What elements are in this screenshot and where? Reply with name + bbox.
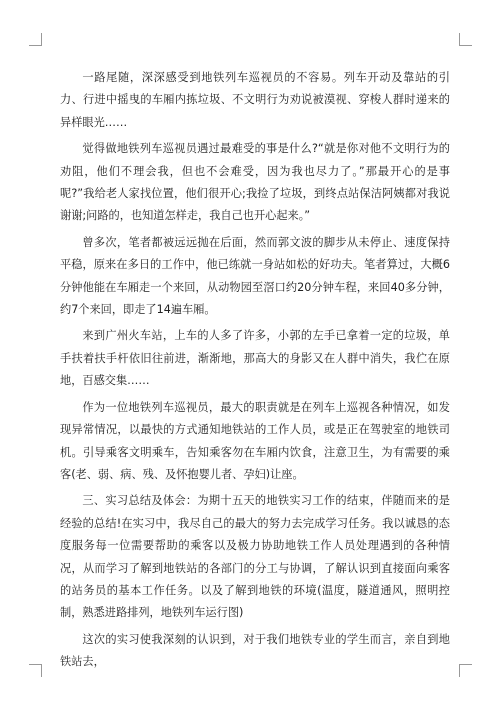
- paragraph: 觉得做地铁列车巡视员遇过最难受的事是什么?“就是你对他不文明行为的劝阻，他们不理会我，但也不会难受，因为我也尽力了。”那最开心的是事呢?”我给老人家找位置，他们很开心;我捡了垃圾，到终点站保洁阿姨都对我说谢谢;问路的，也知道怎样走，我自己也开心起来。”: [60, 142, 450, 223]
- paragraph: 作为一位地铁列车巡视员，最大的职责就是在列车上巡视各种情况，如发现异常情况，以最快的方式通知地铁站的工作人员，或是正在驾驶室的地铁司机。引导乘客文明乘车，告知乘客勿在车厢内饮食，注意卫生，为有需要的乘客(老、弱、病、残、及怀抱婴儿者、孕妇)让座。: [60, 400, 450, 481]
- crop-mark-bottom-left: [29, 664, 42, 677]
- crop-mark-bottom-right: [459, 664, 472, 677]
- paragraph: 一路尾随，深深感受到地铁列车巡视员的不容易。列车开动及靠站的引力、行进中摇曳的车厢内拣垃圾、不文明行为劝说被漠视、穿梭人群时递来的异样眼光……: [60, 71, 450, 129]
- paragraph: 来到广州火车站，上车的人多了许多，小郭的左手已拿着一定的垃圾，单手扶着扶手杆依旧往前进，渐渐地，那高大的身影又在人群中消失，我伫在原地，百感交集……: [60, 329, 450, 388]
- document-body: [60, 67, 450, 678]
- paragraph: 曾多次，笔者都被远远抛在后面，然而郭文波的脚步从未停止、速度保持平稳，原来在多日的工作中，他已练就一身站如松的好功夫。笔者算过，大概6分钟他能在车厢走一个来回，从动物园至滘口约20分钟车程，来回40多分钟，约7个来回，即走了14遍车厢。: [60, 235, 450, 317]
- paragraph: 三、实习总结及体会：为期十五天的地铁实习工作的结束，伴随而来的是经验的总结!在实习中，我尽自己的最大的努力去完成学习任务。我以诚恳的态度服务每一位需要帮助的乘客以及极力协助地铁工作人员处理遇到的各种情况，从而学习了解到地铁站的各部门的分工与协调，了解认识到直接面向乘客的站务员的基本工作任务。以及了解到地铁的环境(温度，隧道通风，照明控制，熟悉进路排列，地铁列车运行图): [60, 494, 450, 620]
- crop-mark-top-right: [459, 33, 472, 46]
- paragraph: 这次的实习使我深刻的认识到，对于我们地铁专业的学生而言，亲自到地铁站去，: [60, 632, 450, 669]
- crop-mark-top-left: [29, 33, 42, 46]
